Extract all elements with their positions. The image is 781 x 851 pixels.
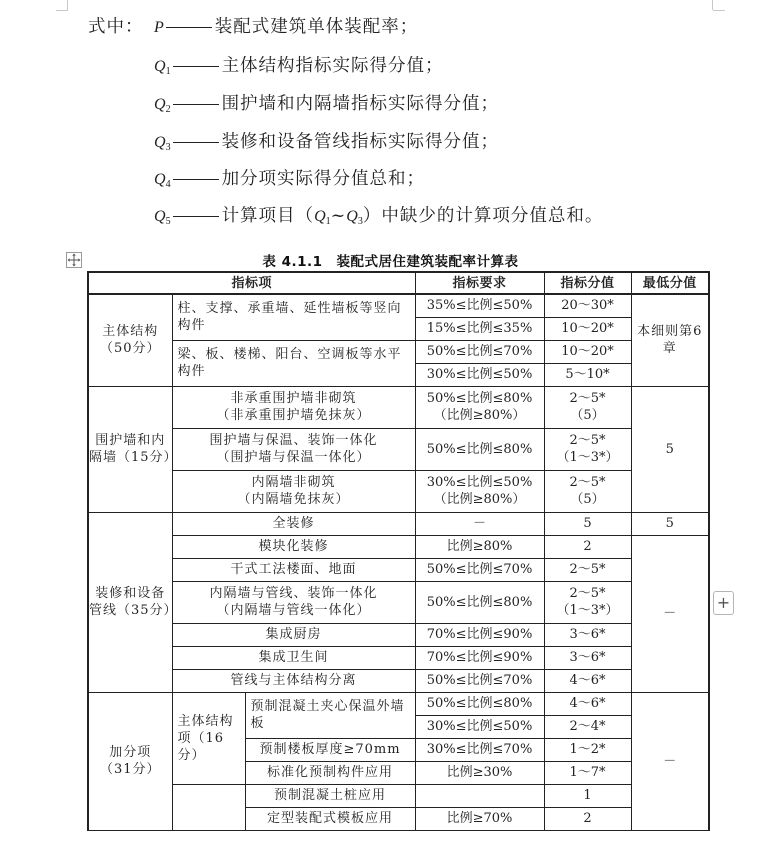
table-row bbox=[88, 512, 709, 535]
requirement-cell: 70%≤比例≤90% bbox=[415, 646, 544, 669]
score-cell: 4～6* bbox=[544, 692, 631, 715]
min-score-walls: 5 bbox=[631, 386, 709, 512]
symbol: $Q_3$ bbox=[154, 134, 171, 153]
item-cell: 预制混凝土夹心保温外墙板 bbox=[245, 692, 415, 738]
definition-text: 围护墙和内隔墙指标实际得分值； bbox=[221, 94, 500, 114]
definition-q4 bbox=[88, 164, 425, 194]
table-row bbox=[88, 807, 709, 830]
item-cell: 预制楼板厚度≥70mm bbox=[245, 738, 415, 761]
header-requirement: 指标要求 bbox=[415, 272, 544, 294]
score-cell: 2 bbox=[544, 807, 631, 830]
range-separator: ~ bbox=[330, 206, 347, 226]
requirement-cell: 70%≤比例≤90% bbox=[415, 623, 544, 646]
table-row bbox=[88, 623, 709, 646]
header-min-score: 最低分值 bbox=[631, 272, 709, 294]
requirement-cell: 50%≤比例≤70% bbox=[415, 669, 544, 692]
category-walls: 围护墙和内隔墙（15分） bbox=[88, 386, 172, 512]
score-cell: 2～5* bbox=[544, 558, 631, 581]
table-row bbox=[88, 581, 709, 623]
symbol: $Q_4$ bbox=[154, 171, 171, 190]
score-cell: 2～4* bbox=[544, 715, 631, 738]
item-cell: 围护墙与保温、装饰一体化 （围护墙与保温一体化） bbox=[172, 428, 415, 470]
dash bbox=[173, 142, 219, 143]
subcategory-continuation bbox=[172, 784, 245, 807]
definition-q2 bbox=[88, 89, 499, 119]
min-score-full-decoration: 5 bbox=[631, 512, 709, 535]
score-cell: 2～5* （1～3*） bbox=[544, 428, 631, 470]
min-score-main-structure: 本细则第6章 bbox=[631, 294, 709, 386]
score-cell: 1～2* bbox=[544, 738, 631, 761]
score-cell: 2～5* （1～3*） bbox=[544, 581, 631, 623]
table-header-row bbox=[88, 272, 709, 294]
min-score-decoration: － bbox=[631, 535, 709, 692]
symbol: $Q_2$ bbox=[154, 96, 171, 115]
requirement-cell: 35%≤比例≤50% bbox=[415, 294, 544, 317]
score-cell: 1 bbox=[544, 784, 631, 807]
definition-q1 bbox=[88, 51, 444, 81]
category-main-structure: 主体结构（50分） bbox=[88, 294, 172, 386]
definition-lead: 式中： bbox=[88, 17, 144, 37]
add-column-button[interactable]: + bbox=[713, 591, 734, 615]
header-item: 指标项 bbox=[88, 272, 415, 294]
requirement-cell: 50%≤比例≤80% （比例≥80%） bbox=[415, 386, 544, 428]
subcategory-continuation bbox=[172, 807, 245, 830]
requirement-cell: － bbox=[415, 512, 544, 535]
score-cell: 2 bbox=[544, 535, 631, 558]
symbol: $Q_5$ bbox=[154, 208, 171, 227]
score-cell: 1～7* bbox=[544, 761, 631, 784]
item-cell: 定型装配式模板应用 bbox=[245, 807, 415, 830]
score-cell: 3～6* bbox=[544, 623, 631, 646]
min-score-bonus: － bbox=[631, 692, 709, 830]
definition-text: 装配式建筑单体装配率； bbox=[214, 17, 419, 37]
item-vertical-members: 柱、支撑、承重墙、延性墙板等竖向构件 bbox=[172, 294, 415, 340]
table-row bbox=[88, 428, 709, 470]
page-corner-mark-left bbox=[67, 0, 68, 10]
page-corner-mark-right bbox=[712, 0, 713, 10]
item-cell: 全装修 bbox=[172, 512, 415, 535]
table-title: 表 4.1.1 装配式居住建筑装配率计算表 bbox=[262, 254, 519, 270]
item-cell: 标准化预制构件应用 bbox=[245, 761, 415, 784]
score-cell: 5～10* bbox=[544, 363, 631, 386]
score-cell: 10～20* bbox=[544, 317, 631, 340]
definition-q3 bbox=[88, 127, 499, 157]
dash bbox=[173, 179, 219, 180]
symbol: P bbox=[154, 19, 164, 36]
item-cell: 管线与主体结构分离 bbox=[172, 669, 415, 692]
table-row bbox=[88, 535, 709, 558]
definition-p bbox=[88, 12, 418, 42]
header-score: 指标分值 bbox=[544, 272, 631, 294]
table-row bbox=[88, 669, 709, 692]
range-start-symbol: $Q_1$ bbox=[314, 208, 331, 227]
score-cell: 2～5* （5） bbox=[544, 386, 631, 428]
table-row bbox=[88, 558, 709, 581]
dash bbox=[173, 104, 219, 105]
requirement-cell: 50%≤比例≤70% bbox=[415, 340, 544, 363]
dash bbox=[173, 66, 219, 67]
requirement-cell: 50%≤比例≤70% bbox=[415, 558, 544, 581]
requirement-cell: 30%≤比例≤50% bbox=[415, 363, 544, 386]
category-bonus: 加分项 （31分） bbox=[88, 692, 172, 830]
definition-text: 装修和设备管线指标实际得分值； bbox=[221, 132, 500, 152]
item-cell: 内隔墙与管线、装饰一体化 （内隔墙与管线一体化） bbox=[172, 581, 415, 623]
assembly-rate-table bbox=[87, 271, 710, 831]
score-cell: 20～30* bbox=[544, 294, 631, 317]
table-move-handle-icon[interactable] bbox=[66, 252, 82, 268]
range-end-symbol: $Q_3$ bbox=[346, 208, 363, 227]
item-cell: 预制混凝土桩应用 bbox=[245, 784, 415, 807]
requirement-cell: 50%≤比例≤80% bbox=[415, 428, 544, 470]
definition-text: 计算项目（ bbox=[221, 206, 315, 226]
table-row bbox=[88, 386, 709, 428]
table-row bbox=[88, 340, 709, 363]
table-row bbox=[88, 646, 709, 669]
requirement-cell: 30%≤比例≤50% （比例≥80%） bbox=[415, 470, 544, 512]
category-decoration: 装修和设备管线（35分） bbox=[88, 512, 172, 692]
score-cell: 2～5* （5） bbox=[544, 470, 631, 512]
item-cell: 集成厨房 bbox=[172, 623, 415, 646]
item-cell: 模块化装修 bbox=[172, 535, 415, 558]
requirement-cell: 比例≥30% bbox=[415, 761, 544, 784]
item-horizontal-members: 梁、板、楼梯、阳台、空调板等水平构件 bbox=[172, 340, 415, 386]
item-cell: 干式工法楼面、地面 bbox=[172, 558, 415, 581]
definition-text: 主体结构指标实际得分值； bbox=[221, 56, 444, 76]
requirement-cell bbox=[415, 784, 544, 807]
score-cell: 3～6* bbox=[544, 646, 631, 669]
score-cell: 5 bbox=[544, 512, 631, 535]
table-row bbox=[88, 692, 709, 715]
dash bbox=[166, 27, 212, 28]
item-cell: 非承重围护墙非砌筑 （非承重围护墙免抹灰） bbox=[172, 386, 415, 428]
table-row bbox=[88, 470, 709, 512]
requirement-cell: 比例≥80% bbox=[415, 535, 544, 558]
symbol: $Q_1$ bbox=[154, 58, 171, 77]
dash bbox=[173, 216, 219, 217]
score-cell: 10～20* bbox=[544, 340, 631, 363]
table-row bbox=[88, 784, 709, 807]
definition-text: ）中缺少的计算项分值总和。 bbox=[362, 206, 604, 226]
requirement-cell: 30%≤比例≤50% bbox=[415, 715, 544, 738]
score-cell: 4～6* bbox=[544, 669, 631, 692]
subcategory-main-structure-bonus: 主体结构项（16分） bbox=[172, 692, 245, 784]
requirement-cell: 50%≤比例≤80% bbox=[415, 581, 544, 623]
table-row bbox=[88, 294, 709, 317]
item-cell: 集成卫生间 bbox=[172, 646, 415, 669]
item-cell: 内隔墙非砌筑 （内隔墙免抹灰） bbox=[172, 470, 415, 512]
requirement-cell: 15%≤比例≤35% bbox=[415, 317, 544, 340]
requirement-cell: 50%≤比例≤80% bbox=[415, 692, 544, 715]
requirement-cell: 30%≤比例≤70% bbox=[415, 738, 544, 761]
requirement-cell: 比例≥70% bbox=[415, 807, 544, 830]
definition-q5 bbox=[88, 201, 603, 231]
definition-text: 加分项实际得分值总和； bbox=[221, 169, 426, 189]
